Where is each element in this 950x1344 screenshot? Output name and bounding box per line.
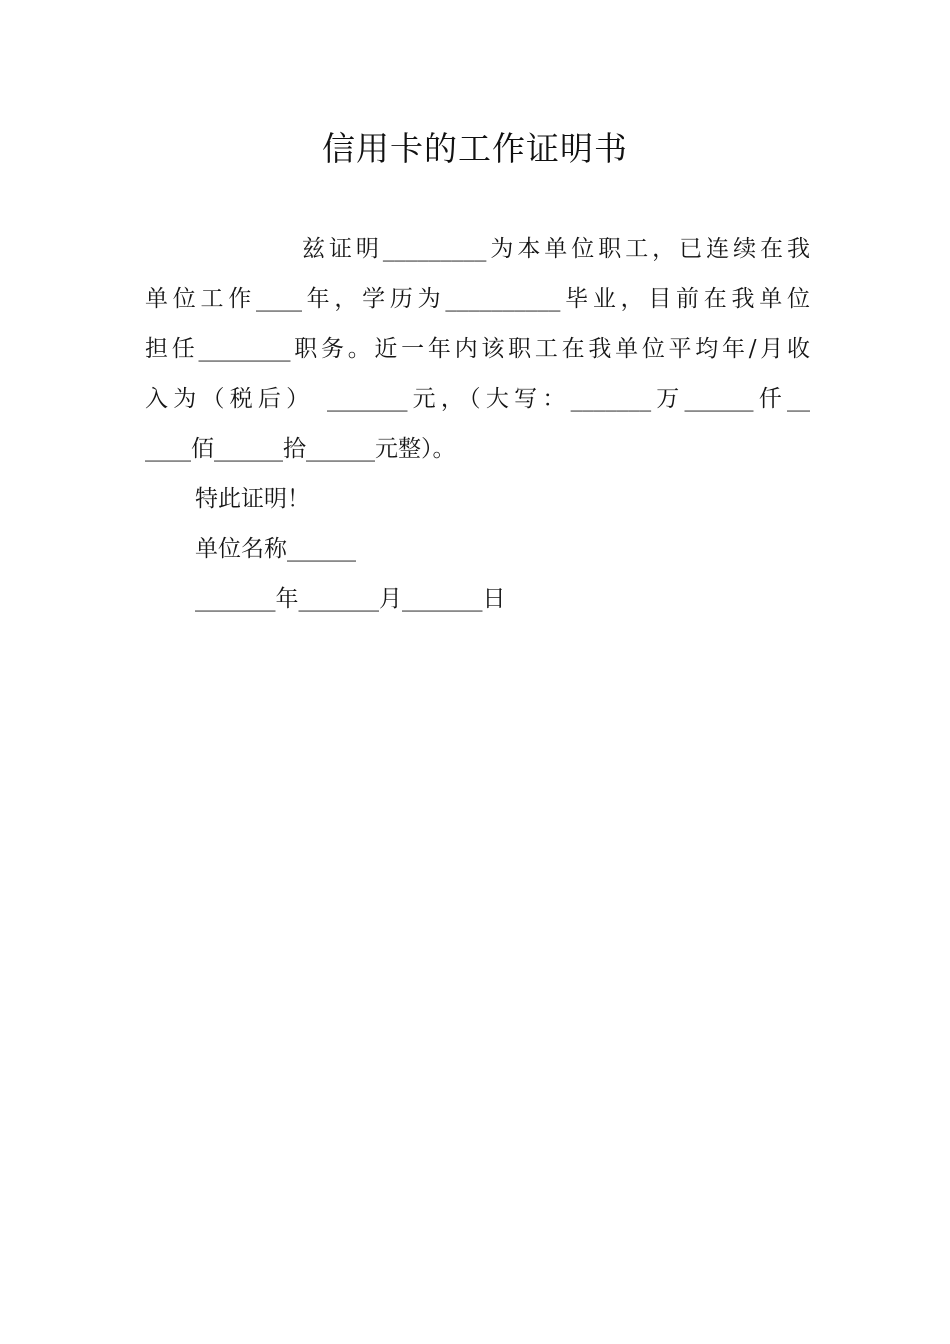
body-line-2: 单位工作____年，学历为__________毕业，目前在我单位 (145, 286, 810, 312)
body-line-4: 入为（税后） _______元，（大写：_______万______仟__ (145, 386, 810, 412)
document-title: 信用卡的工作证明书 (322, 129, 628, 168)
body-line-3: 担任________职务。近一年内该职工在我单位平均年/月收 (145, 336, 810, 362)
body-line-1: 兹证明_________为本单位职工，已连续在我 (302, 236, 810, 262)
date-line: _______年_______月_______日 (195, 586, 506, 612)
body-line-5: ____佰______拾______元整）。 (145, 436, 456, 462)
unit-name-line: 单位名称______ (195, 536, 356, 562)
closing-text: 特此证明！ (195, 486, 310, 512)
